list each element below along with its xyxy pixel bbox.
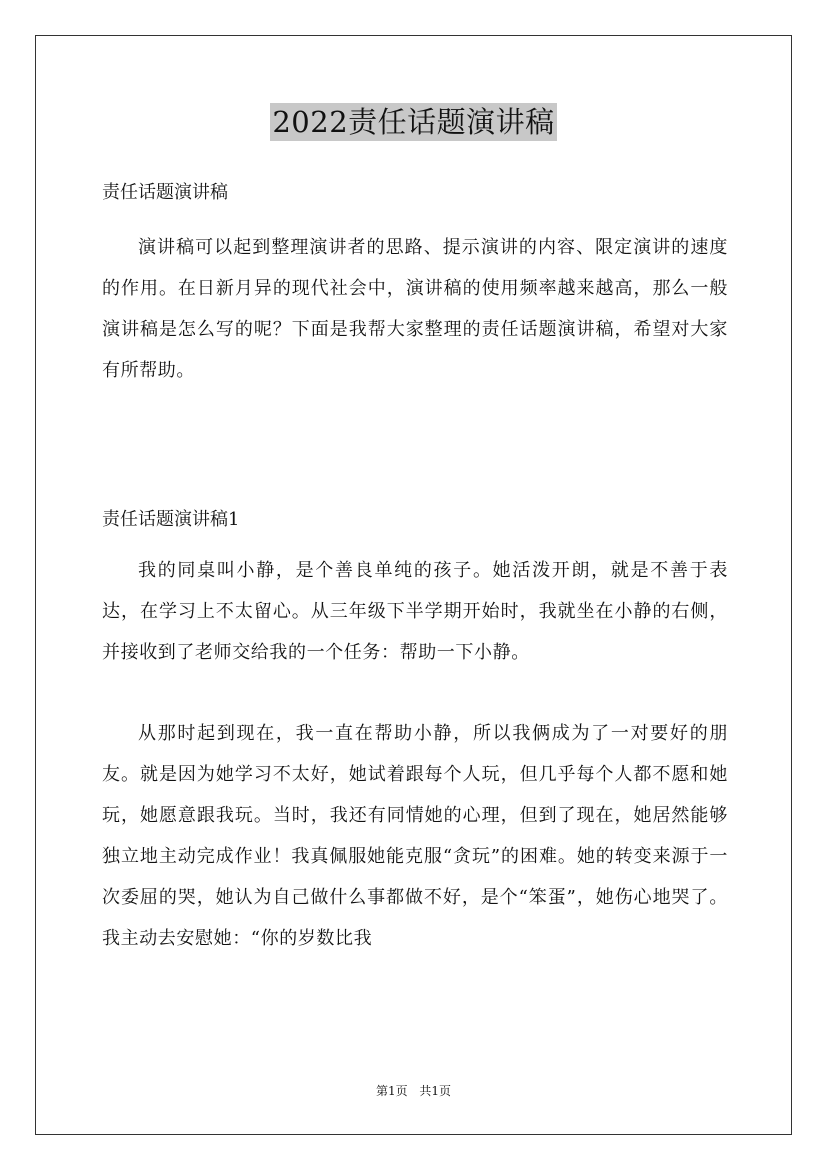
page-footer (0, 1083, 827, 1099)
section-heading: 责任话题演讲稿1 (102, 509, 240, 530)
title-container (0, 103, 827, 141)
body-paragraph: 从那时起到现在，我一直在帮助小静，所以我俩成为了一对要好的朋友。就是因为她学习不太好，她试着跟每个人玩，但几乎每个人都不愿和她玩，她愿意跟我玩。当时，我还有同情她的心理，但到了现在，她居然能够独立地主动完成作业！我真佩服她能克服“贪玩”的困难。她的转变来源于一次委屈的哭，她认为自己做什么事都做不好，是个“笨蛋”，她伤心地哭了。我主动去安慰她：“你的岁数比我 (102, 723, 728, 949)
page-total: 共1页 (419, 1084, 452, 1098)
document-subtitle: 责任话题演讲稿 (102, 182, 228, 203)
document-title: 2022责任话题演讲稿 (272, 105, 555, 139)
intro-paragraph: 演讲稿可以起到整理演讲者的思路、提示演讲的内容、限定演讲的速度的作用。在日新月异的现代社会中，演讲稿的使用频率越来越高，那么一般演讲稿是怎么写的呢？下面是我帮大家整理的责任话题演讲稿，希望对大家有所帮助。 (102, 237, 728, 381)
page-number: 第1页 (375, 1084, 408, 1098)
body-paragraph: 我的同桌叫小静，是个善良单纯的孩子。她活泼开朗，就是不善于表达，在学习上不太留心。从三年级下半学期开始时，我就坐在小静的右侧，并接收到了老师交给我的一个任务：帮助一下小静。 (102, 560, 728, 663)
